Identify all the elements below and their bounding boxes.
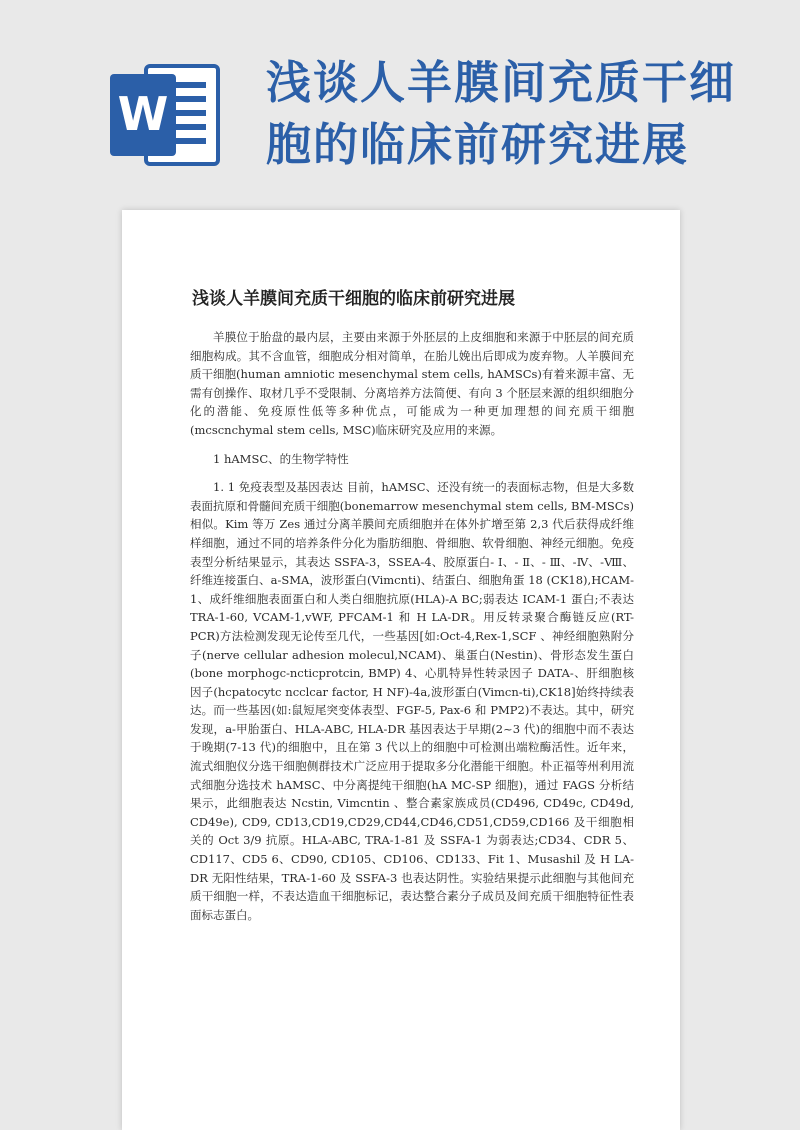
document-body — [190, 328, 634, 924]
word-icon-letter: W — [117, 87, 169, 141]
banner-title — [266, 52, 766, 176]
section-heading: 1 hAMSC、的生物学特性 — [213, 451, 349, 466]
word-document-icon — [108, 60, 226, 170]
document-page — [122, 210, 680, 1130]
paragraph-intro: 羊膜位于胎盘的最内层，主要由来源于外胚层的上皮细胞和来源于中胚层的间充质细胞构成。其不含血管，细胞成分相对简单，在胎儿娩出后即成为废弃物。人羊膜间充质干细胞(human amniotic mesenchymal stem cells, hAMSCs)有着来源丰富、无需有创操作、取材几乎不受限制、分离培养方法简便、有向 3 个胚层来源的组织细胞分化的潜能、免疫原性低等多种优点，可能成为一种更加理想的间充质干细胞(mcscnchymal stem cells, MSC)临床研究及应用的来源。 — [190, 330, 634, 437]
paragraph-immunophenotype: 1. 1 免疫表型及基因表达 目前，hAMSC、还没有统一的表面标志物，但是大多数表面抗原和骨髓间充质干细胞(bonemarrow mesenchymal stem cells, BM-MSCs)相似。Kim 等万 Zes 通过分离羊膜间充质细胞并在体外扩增至第 2,3 代后获得成纤维样细胞，通过不同的培养条件分化为脂肪细胞、骨细胞、软骨细胞、神经元细胞。免疫表型分析结果显示，其表达 SSFA-3，SSEA-4、胶原蛋白- Ⅰ、- Ⅱ、- Ⅲ、-Ⅳ、-Ⅷ、纤维连接蛋白、a-SMA，波形蛋白(Vimcnti)、结蛋白、细胞角蛋 18 (CK18),HCAM-1、成纤维细胞表面蛋白和人类白细胞抗原(HLA)-A BC;弱表达 ICAM-1 蛋白;不表达 TRA-1-60, VCAM-1,vWF, PFCAM-1 和 H LA-DR。用反转录聚合酶链反应(RT-PCR)方法检测发现无论传至几代，一些基因[如:Oct-4,Rex-1,SCF 、神经细胞熟附分子(nerve cellular adhesion molecul,NCAM)、巢蛋白(Nestin)、骨形态发生蛋白(bone morphogc-ncticprotcin, BMP) 4、心肌特异性转录因子 DATA-、肝细胞核因子(hcpatocytc ncclcar factor, H NF)-4a,波形蛋白(Vimcn-ti),CK18]始终持续表达。而一些基因(如:鼠短尾突变体表型、FGF-5, Pax-6 和 PMP2)不表达。其中，研究发现，a-甲胎蛋白、HLA-ABC, HLA-DR 基因表达于早期(2~3 代)的细胞中而不表达于晚期(7-13 代)的细胞中，且在第 3 代以上的细胞中可检测出端粒酶活性。近年来，流式细胞仪分选干细胞侧群技术广泛应用于提取多分化潜能干细胞。朴正福等州利用流式细胞分选技术 hAMSC、中分离提纯干细胞(hA MC-SP 细胞)，通过 FAGS 分析结果示，此细胞表达 Ncstin, Vimcntin 、整合素家族成员(CD496, CD49c, CD49d, CD49e), CD9, CD13,CD19,CD29,CD44,CD46,CD51,CD59,CD166 及干细胞相关的 Oct 3/9 抗原。HLA-ABC, TRA-1-81 及 SSFA-1 为弱表达;CD34、CDR 5、CD117、CD5 6、CD90, CD105、CD106、CD133、Fit 1、Musashil 及 H LA-DR 无阳性结果，TRA-1-60 及 SSFA-3 也表达阴性。实验结果提示此细胞与其他间充质干细胞一样，不表达造血干细胞标记，表达整合素分子成员及间充质干细胞特征性表面标志蛋白。 — [190, 480, 634, 922]
banner-title-line1: 浅谈人羊膜间充质干细 — [266, 56, 737, 109]
banner — [0, 0, 800, 200]
banner-title-line2: 胞的临床前研究进展 — [266, 118, 690, 171]
document-title: 浅谈人羊膜间充质干细胞的临床前研究进展 — [192, 289, 515, 309]
